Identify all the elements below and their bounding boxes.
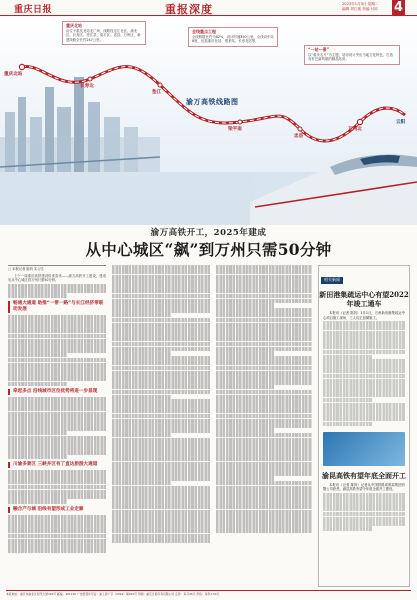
callout-title: 全线重点工程 bbox=[192, 29, 216, 34]
sidebar-story-intro: 本报讯（记者 陈钧）记者从中国铁路成都局集团有限公司获悉，渝昆高铁有望今年底全面开工建设。 bbox=[323, 482, 405, 492]
place-label: 重庆北站 bbox=[4, 72, 23, 77]
callout-text: 由位于重庆北站北广场，线路经过江北区、渝北区、长寿区、垫江县、梁平区、忠县、万州区，新建线路全长约247公里。 bbox=[66, 29, 141, 42]
place-label: 梁平南 bbox=[228, 127, 242, 132]
page-number: 4 bbox=[393, 0, 404, 15]
callout-text: 以“重庆名片”为主题，站房设计突出当地文化特色，打造具有巴渝风貌的精品站房。 bbox=[308, 53, 393, 62]
sidebar-story-title: 渝昆高铁有望年底全面开工 bbox=[322, 470, 406, 480]
article-column-3 bbox=[216, 265, 312, 587]
page-footer: 本报地址：重庆市渝北区同茂大道416号 邮编：401120 广告经营许可证：渝工商广字（2019）第001号 印刷：重庆日报印务有限公司 定价：每月45元 零售：每份1.50元 bbox=[6, 590, 411, 596]
map-title: 渝万高铁线路图 bbox=[186, 98, 239, 106]
page-header bbox=[0, 0, 417, 16]
train-photo bbox=[323, 432, 405, 466]
section-heading: 牵起多点 沿线城市区位优势将进一步显现 bbox=[8, 389, 106, 395]
callout-key-project bbox=[188, 27, 278, 47]
callout-title: 重庆北站 bbox=[66, 23, 82, 28]
place-label: 忠县 bbox=[294, 134, 304, 139]
sidebar-story-intro: 本报讯（记者 陈钧）1月1日，万州新田港集疏运中心项目施工现场，工人们正加紧施工。 bbox=[323, 311, 405, 320]
editor-line: 编辑 刘江珑 美编 付裕 bbox=[342, 6, 378, 11]
sidebar-story-body bbox=[319, 480, 409, 534]
callout-text: 全线桥隧比约为82%，设计时速350公里，全线设车站8座，包括重庆北站、悦来站、长寿北站等。 bbox=[192, 35, 274, 44]
main-headline: 从中心城区“飙”到万州只需50分钟 bbox=[85, 240, 332, 259]
article-column-1 bbox=[8, 265, 106, 587]
sidebar-story-title: 新田港集疏运中心有望2022年竣工通车 bbox=[319, 290, 409, 308]
place-label: 长寿北 bbox=[80, 84, 94, 89]
place-label: 云阳 bbox=[396, 120, 406, 125]
callout-title: “一站一景” bbox=[308, 47, 330, 52]
section-heading: 川渝多景区 三峡并区有了直达旅游大通道 bbox=[8, 462, 106, 468]
related-news-sidebar bbox=[318, 265, 410, 587]
section-title: 重报深度 bbox=[165, 3, 213, 16]
place-label: 万州北 bbox=[348, 127, 362, 132]
section-heading: 畅通大通道 助推“一带一路”与长江经济带联动发展 bbox=[8, 301, 106, 313]
byline: □ 本报记者 陈钧 实习生 bbox=[8, 265, 106, 272]
issue-date bbox=[342, 2, 386, 11]
sidebar-story-body bbox=[319, 308, 409, 430]
callout-route-info bbox=[62, 21, 146, 45]
newspaper-logo: 重庆日报 bbox=[14, 5, 53, 15]
headline-kicker: 渝万高铁开工，2025年建成 bbox=[150, 228, 267, 238]
rail-route-map bbox=[0, 17, 417, 225]
related-news-tag: 相关新闻 bbox=[321, 277, 343, 284]
callout-station-design bbox=[304, 45, 400, 65]
date-line: 2023年1月3日 星期二 bbox=[342, 2, 379, 6]
place-label: 垫江 bbox=[152, 90, 162, 95]
article-intro: 上个一周重庆高铁建设传来喜讯——渝万高铁开工建设，建成后从中心城区到万州只需50分钟。 bbox=[8, 273, 106, 282]
section-heading: 融合产与城 沿线有望形成工业走廊 bbox=[8, 507, 106, 513]
article-column-2 bbox=[112, 265, 210, 587]
